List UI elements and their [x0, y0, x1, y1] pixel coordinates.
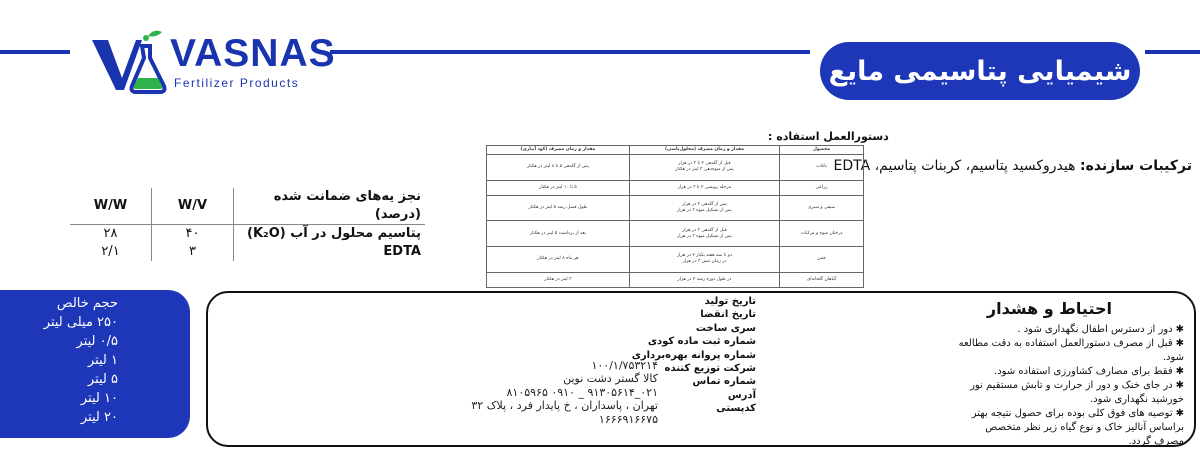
usage-foliar-line: دو تا سه هفته یکبار ۲ در هزار — [677, 253, 732, 259]
usage-fertigation-line: طول فصل رشد ۵ لیتر در هکتار — [528, 205, 588, 211]
composition-row — [70, 243, 425, 261]
ingredients-line — [834, 158, 1192, 174]
usage-body — [487, 155, 864, 288]
usage-foliar — [629, 195, 779, 221]
usage-foliar-line: در زمان تنش ۳ در هزار — [682, 259, 727, 265]
usage-row — [487, 272, 864, 287]
net-volume-option: ۰/۵ لیتر — [76, 334, 118, 349]
usage-foliar — [629, 247, 779, 273]
usage-fertigation-line: بعد از برداشت ۵ لیتر در هکتار — [529, 230, 586, 236]
composition-wv: ۴۰ — [152, 225, 234, 244]
net-volume-option: ۱۰ لیتر — [80, 391, 118, 406]
usage-foliar — [629, 272, 779, 287]
info-field-label: شماره پروانه بهره‌برداری — [631, 349, 756, 361]
asterisk-icon: ✱ — [1175, 380, 1184, 391]
usage-foliar-line: پس از گلدهی ۲ در هزار — [682, 202, 727, 208]
postal-code: ۱۶۶۶۹۱۶۶۷۵ — [598, 412, 658, 426]
warnings-list — [954, 323, 1184, 449]
composition-header-ww: W/W — [70, 188, 152, 225]
net-volume-option: ۵ لیتر — [87, 372, 118, 387]
warning-item — [954, 337, 1184, 365]
usage-crop: چمن — [780, 247, 864, 273]
registration-number: ۱۰۰/۱/۷۵۳۲۱۴ — [591, 359, 658, 372]
composition-header-name: نجز یه‌های ضمانت شده (درصد) — [233, 188, 425, 225]
usage-row — [487, 180, 864, 195]
net-volume-option: ۲۰ لیتر — [80, 410, 118, 425]
usage-row — [487, 247, 864, 273]
usage-foliar-line: قبل از گلدهی ۲ تا ۳ در هزار — [678, 161, 731, 167]
info-field-label: شماره تماس — [692, 376, 756, 388]
net-volume-option: ۱ لیتر — [87, 353, 118, 368]
asterisk-icon: ✱ — [1175, 324, 1184, 335]
usage-fertigation — [487, 272, 630, 287]
info-field-label: کدپستی — [716, 403, 756, 415]
usage-crop: درختان میوه و مرکبات — [780, 221, 864, 247]
header-rule-left — [0, 50, 70, 54]
info-field-label: شماره ثبت ماده کودی — [647, 336, 756, 348]
usage-foliar — [629, 155, 779, 181]
ingredients-label: ترکیبات سازنده: — [1079, 158, 1192, 174]
info-field-label: آدرس — [727, 389, 756, 401]
usage-table — [486, 145, 864, 288]
product-title: شیمیایی پتاسیمی مایع — [820, 42, 1140, 100]
composition-table — [70, 188, 425, 261]
info-field-label: شرکت توزیع کننده — [664, 362, 756, 374]
info-field-label: تاریخ انقضا — [700, 309, 756, 321]
brand-logo — [86, 28, 336, 96]
net-volume-title: حجم خالص — [56, 296, 118, 311]
info-box — [206, 291, 1196, 447]
brand-tagline: Fertilizer Products — [174, 76, 300, 90]
usage-header-row — [487, 146, 864, 155]
usage-crop: صیفی و سبزی — [780, 195, 864, 221]
usage-crop: زراعی — [780, 180, 864, 195]
usage-crop: گیاهان گلخانه‌ای — [780, 272, 864, 287]
warning-item — [954, 365, 1184, 379]
composition-header-wv: W/V — [152, 188, 234, 225]
info-field-label: سری ساخت — [695, 322, 756, 334]
distributor-name: کالا گستر دشت نوین — [563, 372, 658, 386]
header-rule-middle — [330, 50, 810, 54]
usage-title: دستورالعمل استفاده : — [768, 130, 889, 143]
usage-foliar-line: پس از تشکیل میوه ۳ در هزار — [677, 208, 732, 214]
composition-header-row — [70, 188, 425, 225]
usage-foliar-line: مرحله رویشی ۲ تا ۳ در هزار — [677, 184, 732, 190]
net-volume-option: ۲۵۰ میلی لیتر — [43, 315, 118, 330]
net-volume-panel — [0, 290, 190, 438]
asterisk-icon: ✱ — [1175, 408, 1184, 419]
warning-text: دور از دسترس اطفال نگهداری شود . — [1017, 324, 1173, 335]
usage-fertigation — [487, 155, 630, 181]
warning-text: قبل از مصرف دستورالعمل استفاده به دقت مطالعه شود. — [958, 338, 1184, 363]
composition-name: پتاسیم محلول در آب (K₂O) — [246, 226, 421, 241]
product-info-values — [468, 359, 658, 426]
warning-item — [954, 379, 1184, 407]
asterisk-icon: ✱ — [1175, 366, 1184, 377]
warning-item — [954, 407, 1184, 449]
warning-text: توصیه های فوق کلی بوده برای حصول نتیجه بهتر براساس آنالیز خاک و نوع گیاه زیر نظر متخصص مصرف گردد. — [971, 408, 1184, 447]
usage-fertigation — [487, 247, 630, 273]
usage-fertigation — [487, 180, 630, 195]
composition-row — [70, 225, 425, 244]
warning-text: فقط برای مصارف کشاورزی استفاده شود. — [994, 366, 1173, 377]
warning-text: در جای خنک و دور از حرارت و تابش مستقیم نور خورشید نگهداری شود. — [970, 380, 1184, 405]
usage-crop: باغات — [780, 155, 864, 181]
usage-fertigation-line: پس از گلدهی ۵ تا ۸ لیتر در هکتار — [526, 164, 589, 170]
warnings-title: احتیاط و هشدار — [986, 299, 1112, 318]
usage-fertigation-line: ۵ تا ۱۰ لیتر در هکتار — [539, 184, 577, 190]
usage-foliar-line: قبل از گلدهی ۳ در هزار — [682, 227, 727, 233]
composition-name: EDTA — [383, 244, 421, 259]
usage-header-fertigation: مقدار و زمان مصرف (کود آبیاری) — [487, 146, 630, 155]
usage-row — [487, 155, 864, 181]
usage-fertigation-line: ۳ لیتر در هکتار — [544, 276, 572, 282]
usage-header-foliar: مقدار و زمان مصرف (محلول‌پاشی) — [629, 146, 779, 155]
ingredients-value: هیدروکسید پتاسیم، کربنات پتاسیم، EDTA — [833, 158, 1076, 174]
composition-ww: ۲۸ — [103, 226, 118, 241]
flask-logo-icon — [86, 28, 176, 96]
asterisk-icon: ✱ — [1175, 338, 1184, 349]
info-field-label: تاریخ تولید — [704, 296, 756, 307]
usage-foliar — [629, 180, 779, 195]
composition-ww: ۲/۱ — [101, 244, 120, 259]
composition-wv: ۳ — [152, 243, 234, 261]
usage-fertigation — [487, 195, 630, 221]
usage-fertigation-line: هر ماه ۸ لیتر در هکتار — [537, 256, 579, 262]
usage-foliar-line: پس از تشکیل میوه ۳ در هزار — [677, 233, 732, 239]
warning-item — [954, 323, 1184, 337]
phone-numbers: ۰۲۱_۹۱۳۰۵۶۱۴ _ ۰۹۱۰ ۸۱۰۵۹۶۵ — [506, 385, 658, 399]
brand-name: VASNAS — [170, 32, 336, 75]
header-rule-right — [1145, 50, 1200, 54]
address: تهران ، پاسداران ، خ پایدار فرد ، پلاک ۳۲ — [471, 399, 658, 413]
usage-fertigation — [487, 221, 630, 247]
usage-header-crop: محصول — [780, 146, 864, 155]
usage-row — [487, 221, 864, 247]
usage-foliar — [629, 221, 779, 247]
usage-row — [487, 195, 864, 221]
usage-foliar-line: در طول دوره رشد ۲ در هزار — [677, 276, 732, 282]
usage-foliar-line: پس از میوه‌دهی ۳ لیتر در هکتار — [675, 167, 734, 173]
